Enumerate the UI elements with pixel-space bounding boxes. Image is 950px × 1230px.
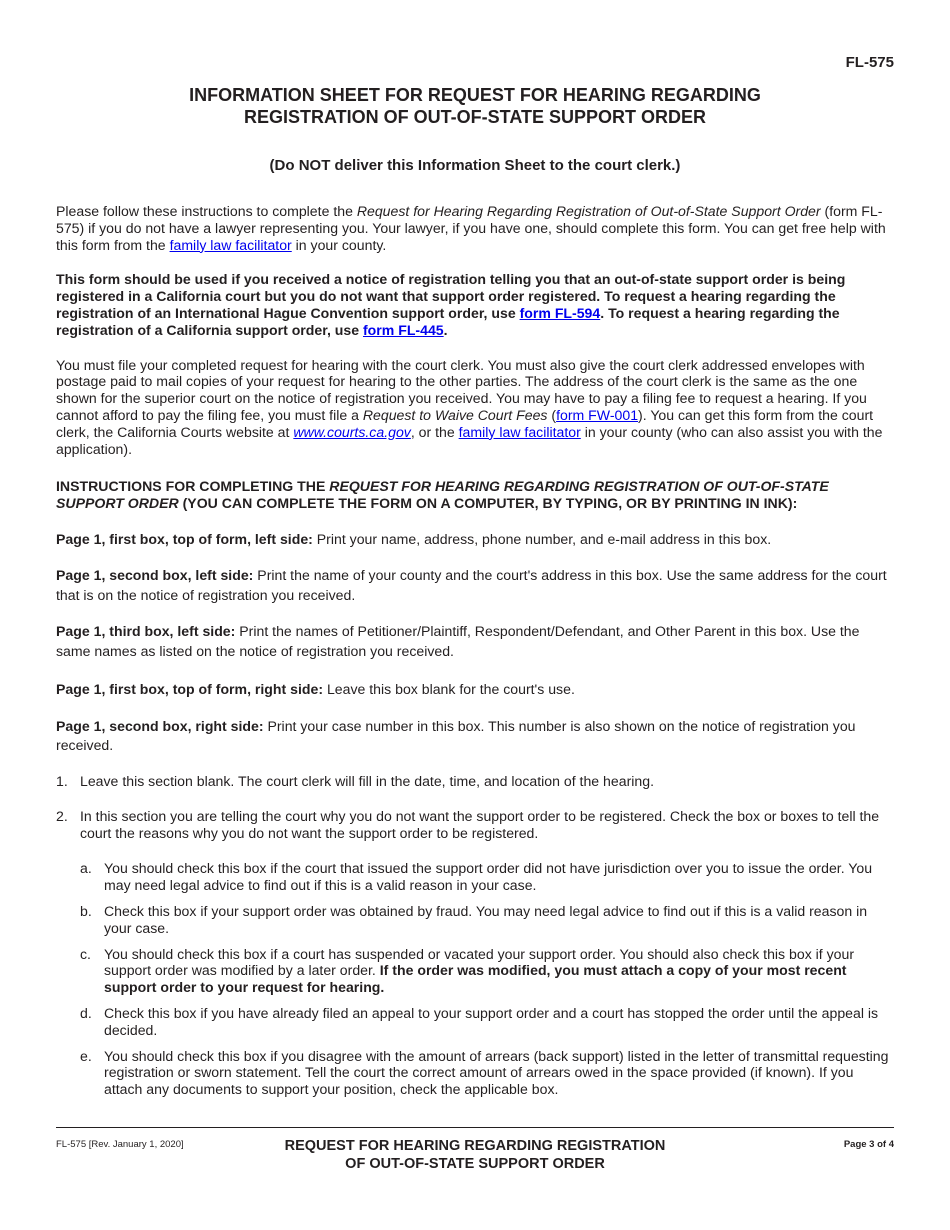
footer-title-line-2: OF OUT-OF-STATE SUPPORT ORDER: [345, 1156, 605, 1172]
usage-text-2: . To request a hearing regarding the registration of a California support order, use: [56, 304, 840, 338]
box-instruction: [56, 622, 894, 661]
intro-text-3: in your county.: [291, 236, 387, 253]
footer-form-revision: FL-575 [Rev. January 1, 2020]: [56, 1139, 184, 1150]
fee-waiver-form-title: Request to Waive Court Fees: [362, 406, 548, 423]
filing-text-5: in your county (who can also assist you with the application).: [56, 423, 883, 457]
title-line-1: INFORMATION SHEET FOR REQUEST FOR HEARING REGARDING: [189, 85, 761, 105]
filing-text-4: , or the: [410, 423, 459, 440]
box-instruction-label: Page 1, first box, top of form, left side:: [56, 530, 313, 547]
item-number: 1.: [56, 772, 68, 789]
family-law-facilitator-link-2[interactable]: family law facilitator: [458, 423, 581, 440]
intro-paragraph: [56, 203, 894, 253]
box-instruction-label: Page 1, first box, top of form, right side:: [56, 681, 324, 698]
item-number: 2.: [56, 807, 68, 824]
document-body: [56, 203, 894, 1098]
item-text: Leave this section blank. The court clerk will fill in the date, time, and location of the hearing.: [80, 772, 654, 789]
form-number: FL-575: [845, 54, 894, 71]
sub-item-letter: a.: [80, 860, 92, 877]
sub-item-letter: e.: [80, 1047, 92, 1064]
sub-item-text: You should check this box if a court has suspended or vacated your support order. You should also check this box if your support order was modified by a later order.: [104, 945, 855, 979]
filing-paragraph: [56, 357, 894, 458]
filing-text-2: (: [547, 406, 557, 423]
sub-item: [56, 860, 894, 894]
box-instruction-text: Print the name of your county and the court's address in this box. Use the same address for the court that is on the notice of registration you received.: [56, 567, 887, 603]
courts-website-link[interactable]: www.courts.ca.gov: [293, 423, 411, 440]
form-fl-445-link[interactable]: form FL-445: [362, 321, 444, 338]
box-instruction-text: Print your name, address, phone number, and e-mail address in this box.: [312, 530, 772, 547]
intro-text-2: (form FL-575) if you do not have a lawyer representing you. Your lawyer, if you have one, should complete this form. You can get free help with this form from the: [56, 203, 886, 253]
usage-text-1: This form should be used if you received a notice of registration telling you that an out-of-state support order is being registered in a California court but you do not want that support order registered. To request a hearing regarding the registration of an International Hague Convention support order, use: [56, 271, 846, 321]
instructions-heading: [56, 478, 894, 512]
family-law-facilitator-link[interactable]: family law facilitator: [169, 236, 292, 253]
sub-item: [56, 1005, 894, 1039]
instructions-heading-text-2: (YOU CAN COMPLETE THE FORM ON A COMPUTER, BY TYPING, OR BY PRINTING IN INK):: [178, 495, 798, 512]
sub-item-letter: d.: [80, 1004, 92, 1021]
form-fw-001-link[interactable]: form FW-001: [556, 406, 639, 423]
sub-item: [56, 1048, 894, 1098]
footer-title: [0, 1137, 950, 1173]
filing-text-1: You must file your completed request for hearing with the court clerk. You must also give the court clerk addressed envelopes with postage paid to mail copies of your request for hearing to the other parties. The address of the court clerk is the same as the one shown for the superior court on the notice of registration you received. You may have to pay a filing fee to request a hearing. If you cannot afford to pay the filing fee, you must file a: [56, 356, 867, 423]
box-instruction: [56, 566, 894, 605]
instructions-heading-form-title: REQUEST FOR HEARING REGARDING REGISTRATION OF OUT-OF-STATE SUPPORT ORDER: [56, 478, 829, 512]
footer-divider: [56, 1127, 894, 1128]
box-instruction-label: Page 1, third box, left side:: [56, 623, 236, 640]
sub-item: [56, 946, 894, 996]
intro-form-title: Request for Hearing Regarding Registration of Out-of-State Support Order: [356, 203, 821, 219]
page-title: [0, 84, 950, 128]
footer-title-line-1: REQUEST FOR HEARING REGARDING REGISTRATION: [284, 1138, 666, 1154]
page-number: Page 3 of 4: [843, 1139, 894, 1150]
usage-text-3: .: [443, 321, 448, 338]
form-fl-594-link[interactable]: form FL-594: [519, 304, 601, 321]
sub-item: [56, 903, 894, 937]
box-instruction-text: Print the names of Petitioner/Plaintiff, Respondent/Defendant, and Other Parent in this box. Use the same names as listed on the notice of registration you received.: [56, 623, 860, 659]
intro-text-1: Please follow these instructions to complete the: [56, 203, 357, 219]
sub-item-text: You should check this box if the court that issued the support order did not have jurisdiction over you to issue the order. You may need legal advice to find out if this is a valid reason in your case.: [104, 860, 873, 894]
box-instruction-text: Print your case number in this box. This number is also shown on the notice of registration you received.: [56, 717, 856, 754]
title-line-2: REGISTRATION OF OUT-OF-STATE SUPPORT ORDER: [244, 107, 706, 127]
box-instruction: [56, 717, 894, 756]
box-instruction: [56, 680, 894, 700]
box-instruction-label: Page 1, second box, right side:: [56, 717, 264, 734]
sub-item-text: You should check this box if you disagree with the amount of arrears (back support) listed in the letter of transmittal requesting registration or sworn statement. Tell the court the correct amount of arrears owed in the space provided (if known). If you attach any documents to support your position, check the applicable box.: [104, 1047, 889, 1098]
box-instruction-text: Leave this box blank for the court's use.: [323, 681, 575, 698]
sub-item-letter: c.: [80, 945, 91, 962]
instructions-heading-text-1: INSTRUCTIONS FOR COMPLETING THE: [56, 478, 330, 495]
sub-item-text: Check this box if you have already filed an appeal to your support order and a court has stopped the order until the appeal is decided.: [104, 1004, 879, 1038]
filing-text-3: ). You can get this form from the court clerk, the California Courts website at: [56, 406, 874, 440]
sub-item-bold-text: If the order was modified, you must attach a copy of your most recent support order to your request for hearing.: [104, 962, 847, 996]
item-text: In this section you are telling the court why you do not want the support order to be registered. Check the box or boxes to tell the court the reasons why you do not want the support order to be registered.: [80, 807, 880, 841]
box-instruction: [56, 530, 894, 550]
sub-item-letter: b.: [80, 902, 92, 919]
sub-item-text: Check this box if your support order was obtained by fraud. You may need legal advice to find out if this is a valid reason in your case.: [104, 902, 868, 936]
numbered-item: [56, 773, 894, 790]
numbered-item: [56, 808, 894, 842]
page-subtitle: (Do NOT deliver this Information Sheet to the court clerk.): [269, 157, 681, 174]
box-instruction-label: Page 1, second box, left side:: [56, 567, 254, 584]
usage-paragraph: [56, 271, 894, 338]
